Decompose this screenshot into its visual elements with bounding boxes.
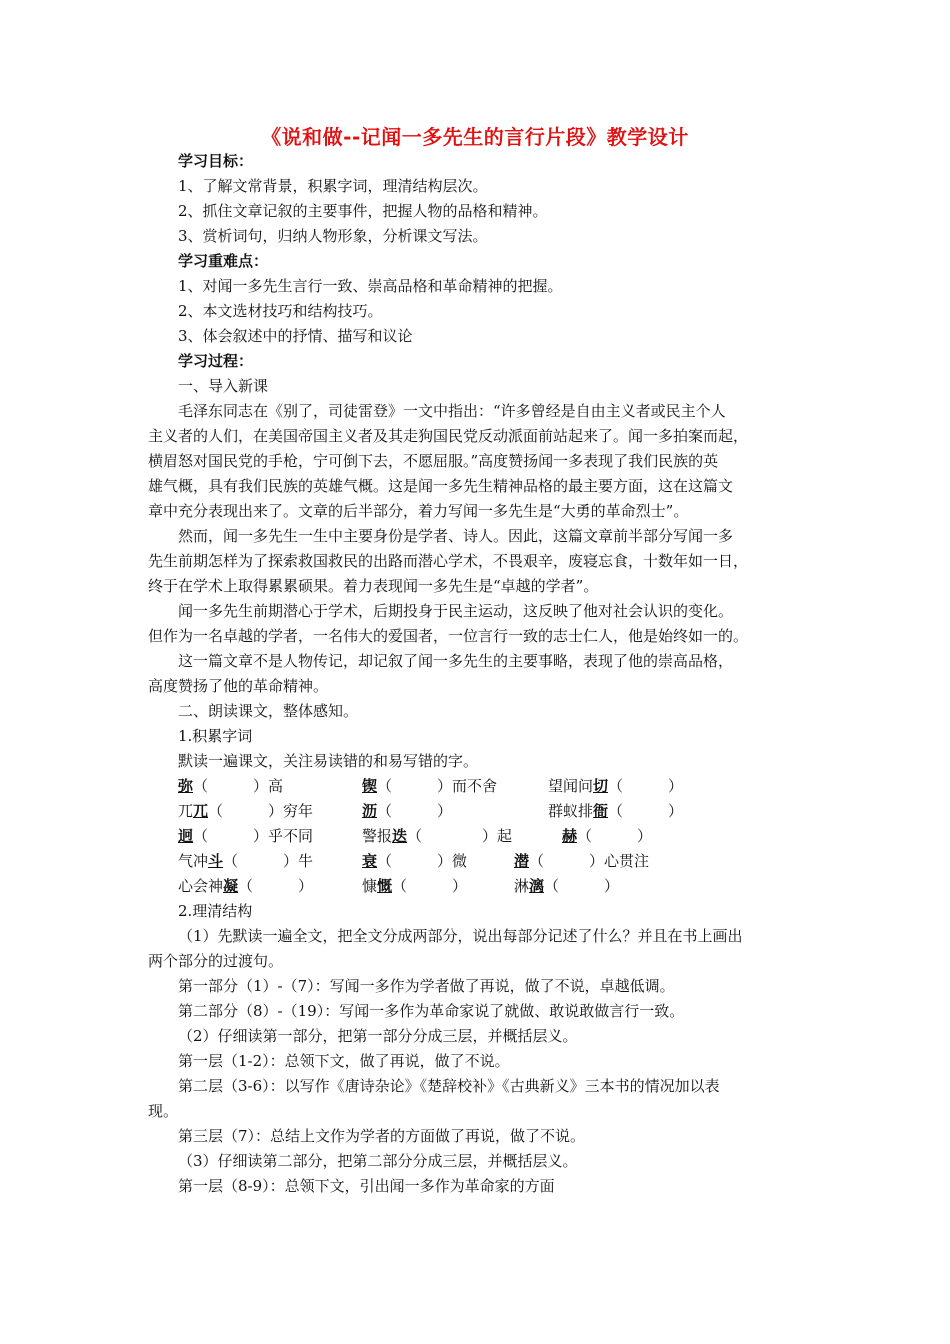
section-title: 二、朗读课文，整体感知。 bbox=[178, 702, 359, 720]
section-title: 一、导入新课 bbox=[178, 377, 269, 395]
subsection-desc: 默读一遍课文，关注易读错的和易写错的字。 bbox=[178, 752, 479, 770]
paragraph-line: 但作为一名卓越的学者，一名伟大的爱国者，一位言行一致的志士仁人，他是始终如一的。 bbox=[148, 627, 749, 645]
paragraph-line: 这一篇文章不是人物传记，却记叙了闻一多先生的主要事略，表现了他的崇高品格， bbox=[178, 652, 734, 670]
vocab-item: 迥（ ）乎不同 bbox=[178, 827, 314, 845]
document-title: 《说和做--记闻一多先生的言行片段》教学设计 bbox=[261, 125, 689, 149]
paragraph-line: 雄气概，具有我们民族的英雄气概。这是闻一多先生精神品格的最主要方面，这在这篇文 bbox=[148, 477, 734, 495]
answer-line: 现。 bbox=[148, 1102, 179, 1120]
paragraph-line: 横眉怒对国民党的手枪，宁可倒下去，不愿屈服。”高度赞扬闻一多表现了我们民族的英 bbox=[148, 452, 719, 470]
objectives-heading: 学习目标： bbox=[178, 152, 254, 170]
vocab-item: 淋漓（ ） bbox=[514, 877, 620, 895]
vocab-item: 心会神凝（ ） bbox=[178, 877, 314, 895]
question-line: （1）先默读一遍全文，把全文分成两部分，说出每部分记述了什么？并且在书上画出 bbox=[178, 927, 743, 945]
vocab-item: 潜（ ）心贯注 bbox=[514, 852, 650, 870]
paragraph-line: 毛泽东同志在《别了，司徒雷登》一文中指出：“许多曾经是自由主义者或民主个人 bbox=[178, 402, 726, 420]
answer-line: 第二部分（8）-（19）：写闻一多作为革命家说了就做、敢说敢做言行一致。 bbox=[178, 1002, 685, 1020]
subsection-title: 2.理清结构 bbox=[178, 902, 253, 920]
question-line: （2）仔细读第一部分，把第一部分分成三层，并概括层义。 bbox=[178, 1027, 578, 1045]
answer-line: 第三层（7）：总结上文作为学者的方面做了再说，做了不说。 bbox=[178, 1127, 586, 1145]
paragraph-line: 主义者的人们，在美国帝国主义者及其走狗国民党反动派面前站起来了。闻一多拍案而起， bbox=[148, 427, 749, 445]
key-points-heading: 学习重难点： bbox=[178, 252, 269, 270]
vocab-item: 赫（ ） bbox=[562, 827, 653, 845]
objective-item: 1、了解文常背景，积累字词，理清结构层次。 bbox=[178, 177, 488, 195]
paragraph-line: 终于在学术上取得累累硕果。着力表现闻一多先生是“卓越的学者”。 bbox=[148, 577, 599, 595]
answer-line: 第一层（1-2）：总领下文，做了再说，做了不说。 bbox=[178, 1052, 510, 1070]
answer-line: 第一部分（1）-（7）：写闻一多作为学者做了再说，做了不说，卓越低调。 bbox=[178, 977, 675, 995]
objective-item: 2、抓住文章记叙的主要事件，把握人物的品格和精神。 bbox=[178, 202, 548, 220]
question-line: 两个部分的过渡句。 bbox=[148, 952, 284, 970]
paragraph-line: 闻一多先生前期潜心于学术，后期投身于民主运动，这反映了他对社会认识的变化。 bbox=[178, 602, 734, 620]
objective-item: 3、赏析词句，归纳人物形象，分析课文写法。 bbox=[178, 227, 488, 245]
vocab-item: 慷慨（ ） bbox=[362, 877, 468, 895]
paragraph-line: 先生前期怎样为了探索救国救民的出路而潜心学术，不畏艰辛，废寝忘食，十数年如一日， bbox=[148, 552, 749, 570]
question-line: （3）仔细读第二部分，把第二部分分成三层，并概括层义。 bbox=[178, 1152, 578, 1170]
vocab-item: 望闻问切（ ） bbox=[548, 777, 684, 795]
paragraph-line: 然而，闻一多先生一生中主要身份是学者、诗人。因此，这篇文章前半部分写闻一多 bbox=[178, 527, 734, 545]
paragraph-line: 章中充分表现出来了。文章的后半部分，着力写闻一多先生是“大勇的革命烈士”。 bbox=[148, 502, 689, 520]
vocab-item: 气冲斗（ ）牛 bbox=[178, 852, 314, 870]
answer-line: 第二层（3-6）：以写作《唐诗杂论》《楚辞校补》《古典新义》三本书的情况加以表 bbox=[178, 1077, 720, 1095]
vocab-item: 群蚁排衙（ ） bbox=[548, 802, 684, 820]
paragraph-line: 高度赞扬了他的革命精神。 bbox=[148, 677, 329, 695]
vocab-item: 警报迭（ ）起 bbox=[362, 827, 513, 845]
vocab-item: 锲（ ）而不舍 bbox=[362, 777, 498, 795]
subsection-title: 1.积累字词 bbox=[178, 727, 253, 745]
process-heading: 学习过程： bbox=[178, 352, 254, 370]
vocab-item: 沥（ ） bbox=[362, 802, 453, 820]
key-point-item: 2、本文选材技巧和结构技巧。 bbox=[178, 302, 383, 320]
vocab-item: 弥（ ）高 bbox=[178, 777, 284, 795]
vocab-item: 衰（ ）微 bbox=[362, 852, 468, 870]
key-point-item: 1、对闻一多先生言行一致、崇高品格和革命精神的把握。 bbox=[178, 277, 563, 295]
vocab-item: 兀兀（ ）穷年 bbox=[178, 802, 314, 820]
key-point-item: 3、体会叙述中的抒情、描写和议论 bbox=[178, 327, 413, 345]
answer-line: 第一层（8-9）：总领下文，引出闻一多作为革命家的方面 bbox=[178, 1177, 555, 1195]
